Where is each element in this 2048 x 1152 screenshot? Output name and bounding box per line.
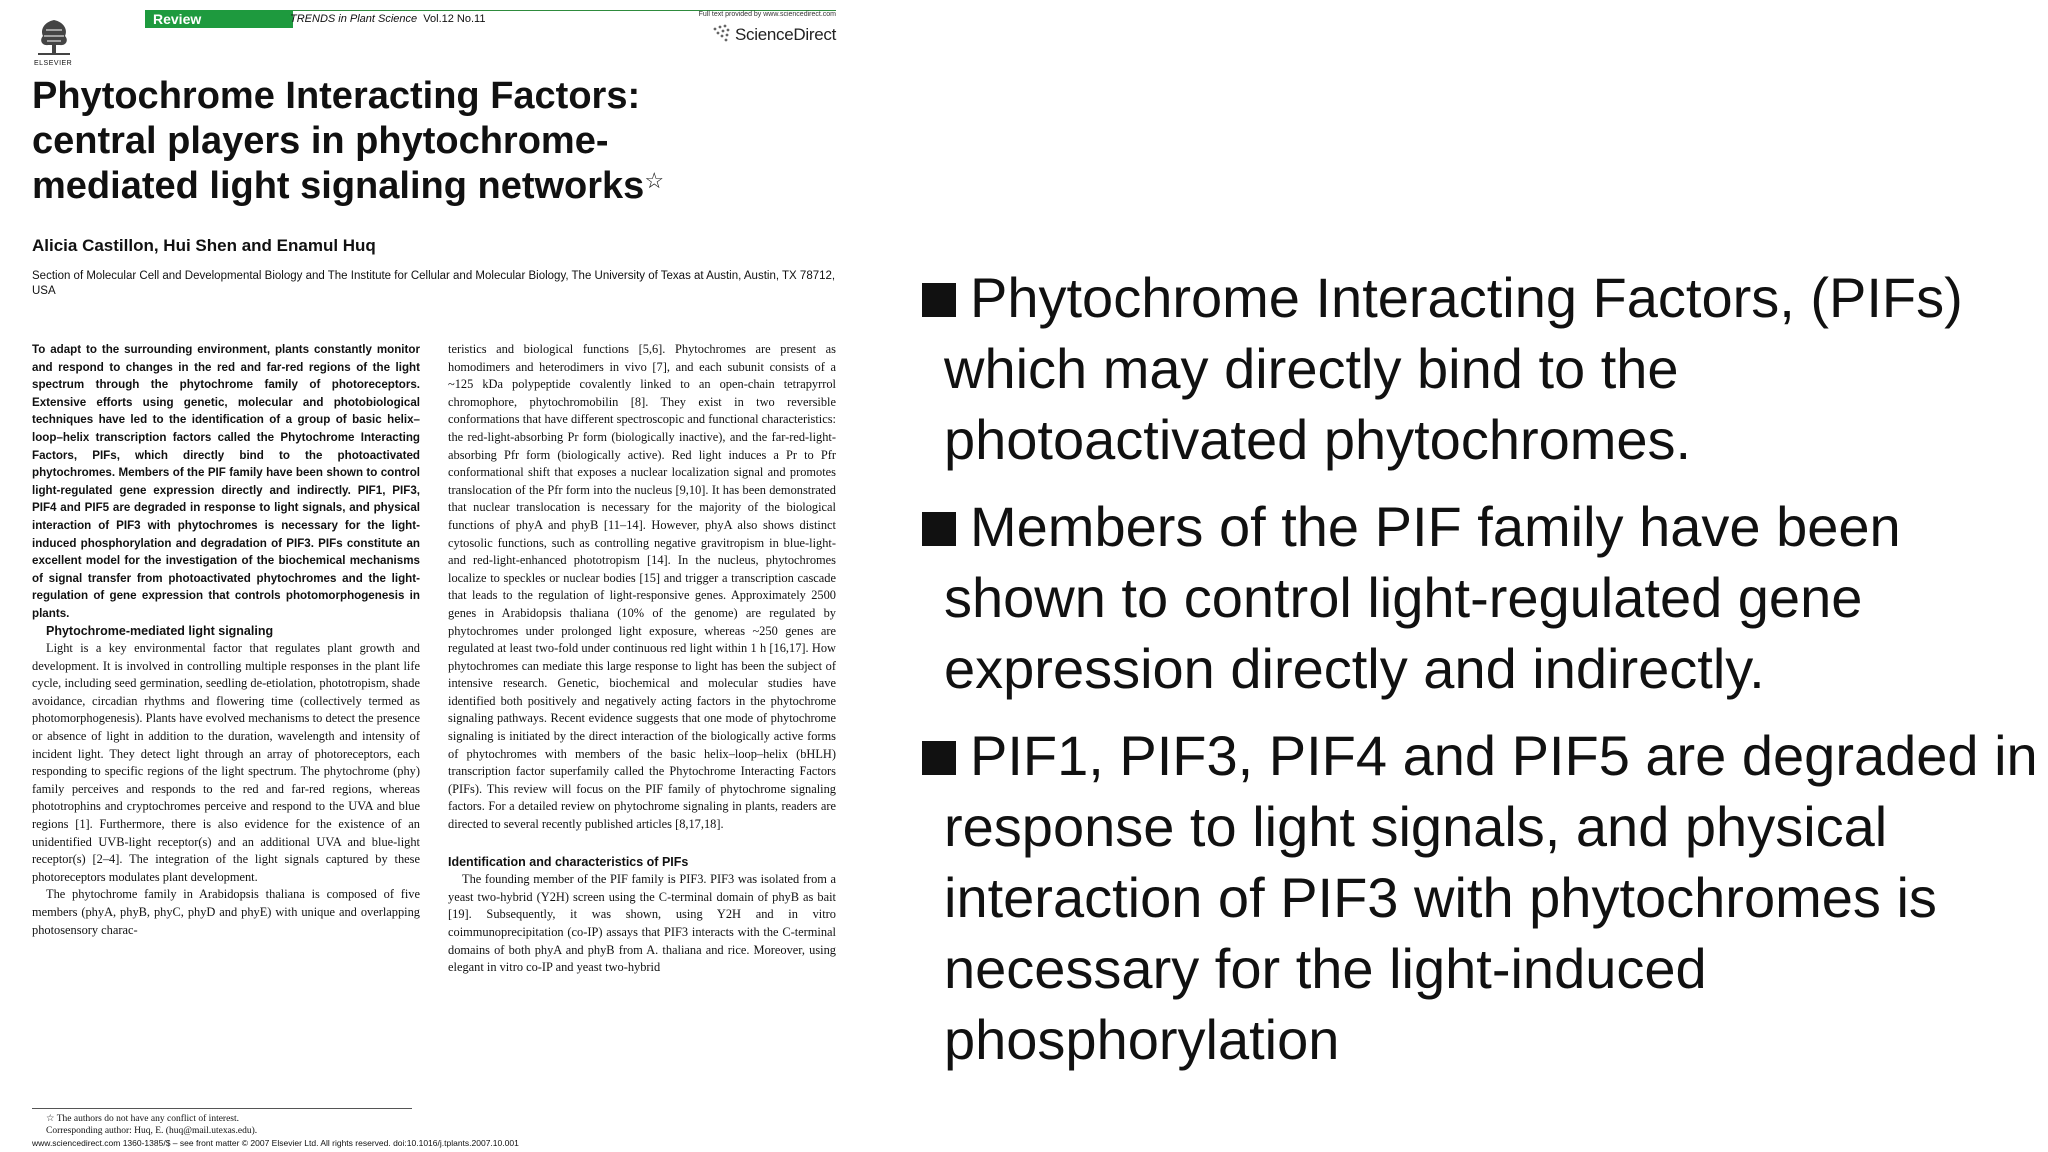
fulltext-note: Full text provided by www.sciencedirect.com	[698, 11, 836, 18]
journal-line	[290, 13, 485, 25]
title-star-mark: ☆	[644, 168, 665, 193]
body-paragraph: Light is a key environmental factor that regulates plant growth and development. It is involved in controlling multiple responses in the plant life cycle, including seed germination, seedling de-etiolation, phototropism, shade avoidance, circadian rhythms and flowering time (collectively termed as photomorphogenesis). Plants have evolved mechanisms to detect the presence or absence of light in addition to the duration, wavelength and intensity of incident light. They detect light through an array of photoreceptors, each responding to specific regions of the light spectrum. The phytochrome (phy) family perceives and responds to the red and far-red regions, whereas phototrophins and cryptochromes perceive and respond to the UVA and blue regions [1]. Furthermore, there is also evidence for the existence of an unidentified UVB-light receptor(s) and an additional UVA and blue-light receptor(s) [2–4]. The integration of the light signals captured by these photoreceptors modulates plant development.	[32, 641, 420, 884]
bullet-text: Members of the PIF family have been shown to control light-regulated gene expression directly and indirectly.	[944, 495, 1901, 700]
journal-name: TRENDS in Plant Science	[290, 13, 418, 25]
title-line-3: mediated light signaling networks	[32, 165, 645, 207]
footnote-conflict: ☆ The authors do not have any conflict of interest.	[46, 1114, 240, 1124]
bullet-text: Phytochrome Interacting Factors, (PIFs) which may directly bind to the photoactivated phytochromes.	[944, 266, 1963, 471]
article-page-image	[30, 8, 836, 1148]
journal-volume: Vol.12 No.11	[423, 13, 486, 25]
left-text-column	[32, 341, 420, 939]
footnote	[32, 1108, 412, 1137]
square-bullet-icon	[922, 512, 956, 546]
page-footer: www.sciencedirect.com 1360-1385/$ – see front matter © 2007 Elsevier Ltd. All rights reserved. doi:10.1016/j.tplants.2007.10.001	[32, 1138, 519, 1148]
sciencedirect-dots-icon	[711, 23, 733, 45]
section-heading-phytochrome-signaling: Phytochrome-mediated light signaling	[46, 623, 274, 638]
review-badge: Review	[145, 10, 293, 28]
article-title	[32, 74, 812, 209]
elsevier-tree-icon	[34, 16, 74, 56]
bullet-item-1	[922, 262, 2042, 475]
elsevier-label: ELSEVIER	[34, 60, 73, 67]
body-paragraph: The founding member of the PIF family is PIF3. PIF3 was isolated from a yeast two-hybrid (Y2H) screen using the C-terminal domain of phyB as bait [19]. Subsequently, it was shown, using Y2H and in vitro coimmunoprecipitation (co-IP) assays that PIF3 interacts with the C-terminal domains of both phyA and phyB from A. thaliana and rice. Moreover, using elegant in vitro co-IP and yeast two-hybrid	[448, 872, 836, 975]
body-paragraph: teristics and biological functions [5,6]. Phytochromes are present as homodimers and heterodimers in vivo [7], and each subunit consists of a ~125 kDa polypeptide covalently linked to an open-chain tetrapyrrol chromophore, phytochromobilin [8]. They exist in two reversible conformations that have different spectroscopic and functional characteristics: the red-light-absorbing Pr form (biologically inactive), and the far-red-light-absorbing Pfr form (biologically active). Red light induces a Pr to Pfr conformational shift that exposes a nuclear localization signal and promotes translocation of the Pfr form into the nucleus [9,10]. It has been demonstrated that nuclear translocation is necessary for the majority of the biological functions of phyA and phyB [11–14]. However, phyA also shows distinct cytosolic functions, such as controlling negative gravitropism in blue-light- and red-light-enhanced phototropism [14]. In the nucleus, phytochromes localize to speckles or nuclear bodies [15] and trigger a transcription cascade that leads to the regulation of light-responsive genes. Approximately 2500 genes in Arabidopsis thaliana (10% of the genome) are regulated by phytochromes under prolonged light exposure, whereas ~250 genes are regulated at least two-fold under continuous red light within 1 h [16,17]. How phytochromes can mediate this large response to light has been the subject of intensive research. Genetic, biochemical and molecular studies have identified both positively and negatively acting factors in the phytochrome signaling pathways. Recent evidence suggests that one mode of phytochrome signaling is initiated by the direct interaction of the biologically active forms of phytochromes with members of the basic helix–loop–helix (bHLH) transcription factor superfamily called the Phytochrome Interacting Factors (PIFs). This review will focus on the PIF family of phytochrome signaling factors. For a detailed review on phytochrome signaling in plants, readers are directed to several recently published articles [8,17,18].	[448, 342, 836, 832]
abstract: To adapt to the surrounding environment, plants constantly monitor and respond to changes in the red and far-red regions of the light spectrum through the phytochrome family of photoreceptors. Extensive efforts using genetic, molecular and photobiological techniques have led to the identification of a group of basic helix–loop–helix transcription factors called the Phytochrome Interacting Factors, PIFs, which directly bind to the photoactivated phytochromes. Members of the PIF family have been shown to control light-regulated gene expression directly and indirectly. PIF1, PIF3, PIF4 and PIF5 are degraded in response to light signals, and physical interaction of PIF3 with phytochromes is necessary for the light-induced phosphorylation and degradation of PIF3. PIFs constitute an excellent model for the investigation of the biochemical mechanisms of signal transfer from photoactivated phytochromes and the light-regulation of gene expression that controls photomorphogenesis in plants.	[32, 343, 420, 620]
bullet-text: PIF1, PIF3, PIF4 and PIF5 are degraded in response to light signals, and physical interaction of PIF3 with phytochromes is necessary for the light-induced phosphorylation	[944, 724, 2038, 1071]
article-affiliation: Section of Molecular Cell and Developmental Biology and The Institute for Cellular and Molecular Biology, The University of Texas at Austin, Austin, TX 78712, USA	[32, 270, 836, 297]
elsevier-logo	[34, 16, 78, 67]
right-text-column	[448, 341, 836, 977]
footnote-corresponding-author: Corresponding author: Huq, E. (huq@mail.utexas.edu).	[46, 1126, 258, 1136]
square-bullet-icon	[922, 283, 956, 317]
sciencedirect-wordmark: ScienceDirect	[735, 25, 836, 44]
bullet-item-2	[922, 491, 2042, 704]
article-authors: Alicia Castillon, Hui Shen and Enamul Huq	[32, 236, 376, 255]
title-line-1: Phytochrome Interacting Factors:	[32, 75, 641, 117]
section-heading-identification: Identification and characteristics of PIFs	[448, 854, 689, 869]
bullet-item-3	[922, 720, 2042, 1075]
square-bullet-icon	[922, 741, 956, 775]
body-paragraph: The phytochrome family in Arabidopsis thaliana is composed of five members (phyA, phyB, phyC, phyD and phyE) with unique and overlapping photosensory charac-	[32, 887, 420, 937]
sciencedirect-logo	[735, 25, 836, 45]
title-line-2: central players in phytochrome-	[32, 120, 609, 162]
bullet-list	[922, 262, 2042, 1091]
